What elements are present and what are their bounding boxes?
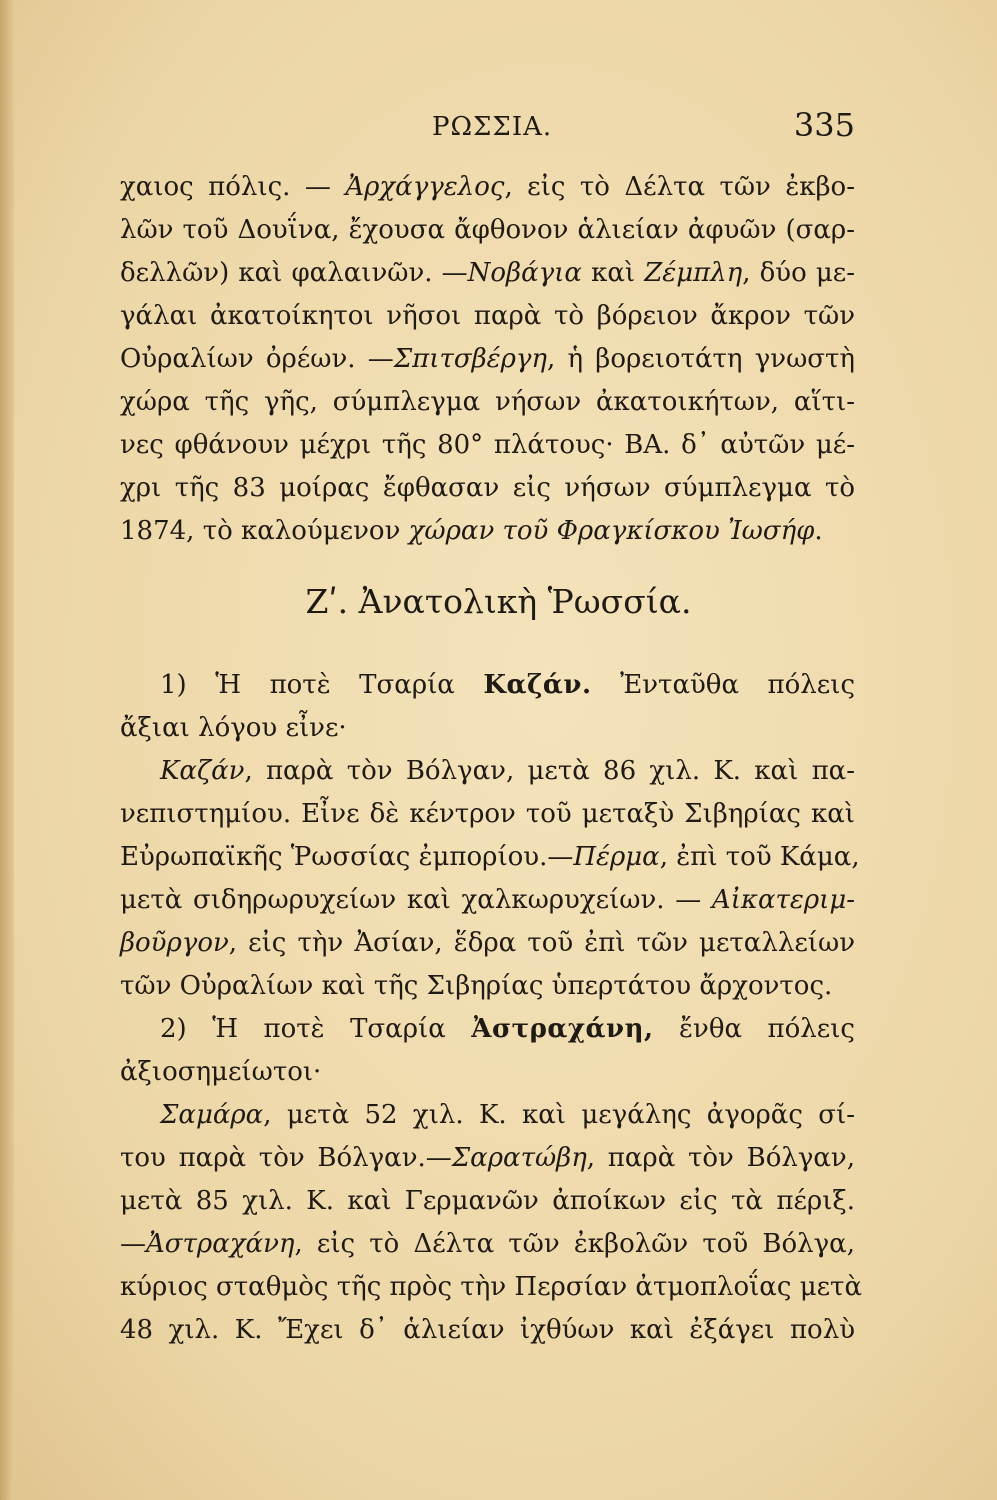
text-line: 2) Ἡ ποτὲ Τσαρία Ἀστραχάνη, ἔνθα πόλεις: [160, 1014, 855, 1044]
page-gutter: [0, 0, 14, 1500]
text-line: Εὐρωπαϊκῆς Ῥωσσίας ἐμπορίου.—Πέρμα, ἐπὶ τοῦ Κάμα,: [120, 842, 860, 872]
text-line: λῶν τοῦ Δουΐνα, ἔχουσα ἄφθονον ἁλιείαν ἀφυῶν (σαρ-: [120, 215, 855, 245]
text-line: του παρὰ τὸν Βόλγαν.—Σαρατώβη, παρὰ τὸν Βόλγαν,: [120, 1143, 855, 1173]
text-line: δελλῶν) καὶ φαλαινῶν. —Νοβάγια καὶ Ζέμπλη, δύο με-: [120, 258, 856, 288]
text-line: 48 χιλ. Κ. Ἔχει δ᾽ ἁλιείαν ἰχθύων καὶ ἐξάγει πολὺ: [120, 1315, 855, 1345]
text-line: νεπιστημίου. Εἶνε δὲ κέντρον τοῦ μεταξὺ Σιβηρίας καὶ: [120, 799, 855, 829]
running-title: ΡΩΣΣΙΑ.: [432, 112, 553, 142]
text-line: κύριος σταθμὸς τῆς πρὸς τὴν Περσίαν ἀτμοπλοΐας μετὰ: [120, 1272, 863, 1302]
text-line: μετὰ 85 χιλ. Κ. καὶ Γερμανῶν ἀποίκων εἰς τὰ πέριξ.: [120, 1186, 855, 1216]
text-line: Οὐραλίων ὀρέων. —Σπιτσβέργη, ἡ βορειοτάτη γνωστὴ: [120, 344, 855, 374]
text-line: 1) Ἡ ποτὲ Τσαρία Καζάν. Ἐνταῦθα πόλεις: [160, 670, 856, 700]
text-line: γάλαι ἀκατοίκητοι νῆσοι παρὰ τὸ βόρειον ἄκρον τῶν: [120, 301, 855, 331]
text-line: χρι τῆς 83 μοίρας ἔφθασαν εἰς νήσων σύμπλεγμα τὸ: [120, 473, 855, 503]
paragraph-astrakhan: [120, 1008, 863, 1352]
paragraph-arctic: [120, 166, 855, 553]
text-line: 1874, τὸ καλούμενον χώραν τοῦ Φραγκίσκου Ἰωσήφ.: [120, 516, 823, 546]
text-line: Καζάν, παρὰ τὸν Βόλγαν, μετὰ 86 χιλ. Κ. καὶ πα-: [160, 756, 855, 786]
text-line: χαιος πόλις. — Ἀρχάγγελος, εἰς τὸ Δέλτα τῶν ἐκβο-: [120, 172, 855, 202]
text-line: ἀξιοσημείωτοι·: [120, 1057, 322, 1087]
text-line: Σαμάρα, μετὰ 52 χιλ. Κ. καὶ μεγάλης ἀγορᾶς σί-: [160, 1100, 855, 1130]
text-line: νες φθάνουν μέχρι τῆς 80° πλάτους· ΒΑ. δ᾽ αὐτῶν μέ-: [120, 430, 855, 460]
text-line: ἄξιαι λόγου εἶνε·: [120, 713, 347, 743]
page-header: [120, 106, 855, 152]
paragraph-kazan: [120, 664, 860, 1008]
page-number: 335: [793, 106, 855, 144]
text-line: μετὰ σιδηρωρυχείων καὶ χαλκωρυχείων. — Αἰκατεριμ-: [120, 885, 855, 915]
text-line: —Ἀστραχάνη, εἰς τὸ Δέλτα τῶν ἐκβολῶν τοῦ Βόλγα,: [120, 1229, 855, 1259]
text-line: τῶν Οὐραλίων καὶ τῆς Σιβηρίας ὑπερτάτου ἄρχοντος.: [120, 971, 833, 1001]
text-line: βοῦργον, εἰς τὴν Ἀσίαν, ἕδρα τοῦ ἐπὶ τῶν μεταλλείων: [120, 928, 855, 958]
text-line: χώρα τῆς γῆς, σύμπλεγμα νήσων ἀκατοικήτων, αἵτι-: [120, 387, 855, 417]
section-heading: Ζʹ. Ἀνατολικὴ Ῥωσσία.: [305, 582, 692, 621]
